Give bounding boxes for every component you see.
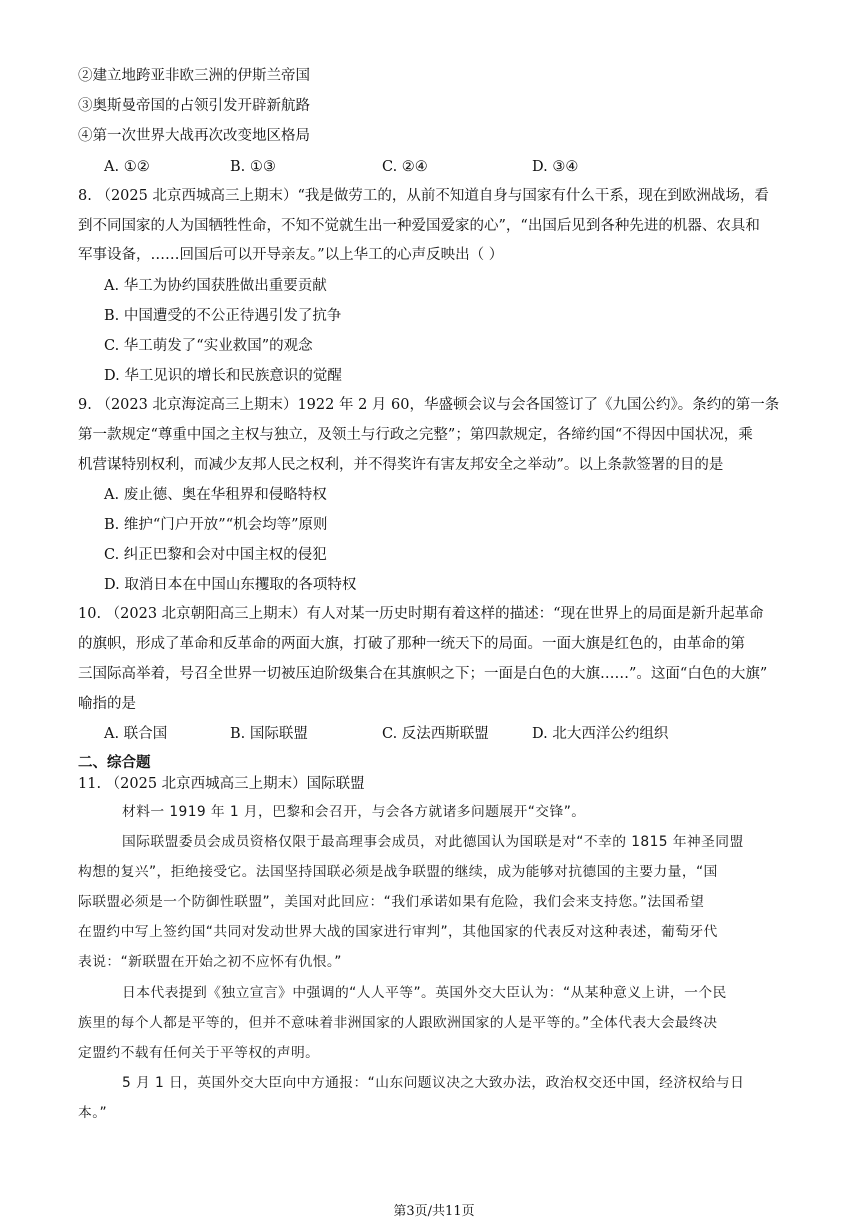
q10-stem-line: 喻指的是 bbox=[78, 696, 136, 712]
q10-stem-line: 10. （2023 北京朝阳高三上期末）有人对某一历史时期有着这样的描述：“现在世界上的局面是新升起革命 bbox=[78, 606, 764, 622]
section-heading: 二、综合题 bbox=[78, 755, 151, 771]
q9-option-a[interactable]: A. 废止德、奥在华租界和侵略特权 bbox=[104, 487, 327, 503]
q7-item-3: ③奥斯曼帝国的占领引发开辟新航路 bbox=[78, 98, 310, 114]
q7-option-d[interactable]: D. ③④ bbox=[532, 159, 579, 175]
q11-title: 11. （2025 北京西城高三上期末）国际联盟 bbox=[78, 776, 365, 792]
q8-option-d[interactable]: D. 华工见识的增长和民族意识的觉醒 bbox=[104, 368, 342, 384]
material-line: 构想的复兴”，拒绝接受它。法国坚持国联必须是战争联盟的继续，成为能够对抗德国的主要力量，“国 bbox=[78, 864, 718, 880]
q7-option-b[interactable]: B. ①③ bbox=[230, 159, 276, 175]
material-line: 在盟约中写上签约国“共同对发动世界大战的国家进行审判”，其他国家的代表反对这种表述，葡萄牙代 bbox=[78, 924, 718, 940]
material-line: 国际联盟委员会成员资格仅限于最高理事会成员，对此德国认为国联是对“不幸的 1815 年神圣同盟 bbox=[122, 834, 744, 850]
q8-stem-line: 8. （2025 北京西城高三上期末）“我是做劳工的，从前不知道自身与国家有什么干系，现在到欧洲战场，看 bbox=[78, 188, 769, 204]
material-line: 5 月 1 日，英国外交大臣向中方通报：“山东问题议决之大致办法，政治权交还中国，经济权给与日 bbox=[122, 1075, 745, 1091]
q9-option-b[interactable]: B. 维护“门户开放”“机会均等”原则 bbox=[104, 517, 328, 533]
q8-option-c[interactable]: C. 华工萌发了“实业救国”的观念 bbox=[104, 338, 313, 354]
q10-option-b[interactable]: B. 国际联盟 bbox=[230, 726, 308, 742]
q8-option-b[interactable]: B. 中国遭受的不公正待遇引发了抗争 bbox=[104, 308, 342, 324]
material-line: 际联盟必须是一个防御性联盟”，美国对此回应：“我们承诺如果有危险，我们会来支持您。”法国希望 bbox=[78, 894, 705, 910]
q8-stem-line: 军事设备，……回国后可以开导亲友。”以上华工的心声反映出（ ） bbox=[78, 247, 504, 263]
q10-option-c[interactable]: C. 反法西斯联盟 bbox=[382, 726, 489, 742]
q7-item-4: ④第一次世界大战再次改变地区格局 bbox=[78, 128, 310, 144]
q9-stem-line: 第一款规定“尊重中国之主权与独立，及领土与行政之完整”；第四款规定，各缔约国“不得因中国状况，乘 bbox=[78, 427, 753, 443]
material-line: 族里的每个人都是平等的，但并不意味着非洲国家的人跟欧洲国家的人是平等的。”全体代表大会最终决 bbox=[78, 1015, 718, 1031]
material-line: 定盟约不载有任何关于平等权的声明。 bbox=[78, 1045, 320, 1061]
q10-stem-line: 的旗帜，形成了革命和反革命的两面大旗，打破了那种一统天下的局面。一面大旗是红色的，由革命的第 bbox=[78, 636, 745, 652]
page-number: 第3页/共11页 bbox=[393, 1204, 475, 1219]
material-line: 本。” bbox=[78, 1105, 108, 1121]
q9-option-c[interactable]: C. 纠正巴黎和会对中国主权的侵犯 bbox=[104, 547, 327, 563]
q7-item-2: ②建立地跨亚非欧三洲的伊斯兰帝国 bbox=[78, 68, 310, 84]
q7-option-c[interactable]: C. ②④ bbox=[382, 159, 428, 175]
material-line: 材料一 1919 年 1 月，巴黎和会召开，与会各方就诸多问题展开“交锋”。 bbox=[122, 804, 586, 820]
q9-stem-line: 9. （2023 北京海淀高三上期末）1922 年 2 月 60，华盛顿会议与会各国签订了《九国公约》。条约的第一条 bbox=[78, 397, 780, 413]
q8-stem-line: 到不同国家的人为国牺牲性命，不知不觉就生出一种爱国爱家的心”，“出国后见到各种先进的机器、农具和 bbox=[78, 218, 760, 234]
q8-option-a[interactable]: A. 华工为协约国获胜做出重要贡献 bbox=[104, 278, 327, 294]
q7-option-a[interactable]: A. ①② bbox=[104, 159, 150, 175]
q9-stem-line: 机营谋特别权利，而减少友邦人民之权利，并不得奖许有害友邦安全之举动”。以上条款签署的目的是 bbox=[78, 457, 724, 473]
q10-stem-line: 三国际高举着，号召全世界一切被压迫阶级集合在其旗帜之下；一面是白色的大旗……”。这面“白色的大旗” bbox=[78, 666, 768, 682]
q9-option-d[interactable]: D. 取消日本在中国山东攫取的各项特权 bbox=[104, 577, 357, 593]
material-line: 表说：“新联盟在开始之初不应怀有仇恨。” bbox=[78, 954, 342, 970]
q10-option-a[interactable]: A. 联合国 bbox=[104, 726, 168, 742]
q10-option-d[interactable]: D. 北大西洋公约组织 bbox=[532, 726, 669, 742]
material-line: 日本代表提到《独立宣言》中强调的“人人平等”。英国外交大臣认为：“从某种意义上讲，一个民 bbox=[122, 985, 727, 1001]
